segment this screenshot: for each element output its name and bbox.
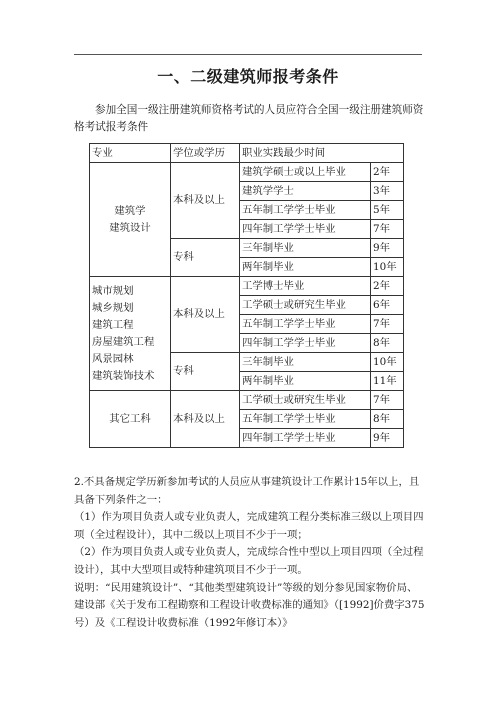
education-cell: 建筑学硕士或以上毕业: [240, 163, 371, 182]
years-cell: 6年: [371, 296, 404, 315]
intro-text: 参加全国一级注册建筑师资格考试的人员应符合全国一级注册建筑师资格考试报考条件: [74, 104, 424, 133]
years-cell: 10年: [371, 353, 404, 372]
years-cell: 8年: [371, 334, 404, 353]
table-row: [90, 391, 404, 410]
education-cell: 工学硕士或研究生毕业: [240, 296, 371, 315]
education-cell: 五年制工学学士毕业: [240, 315, 371, 334]
years-cell: 2年: [371, 277, 404, 296]
education-cell: 五年制工学学士毕业: [240, 410, 371, 429]
education-cell: 两年制毕业: [240, 372, 371, 391]
degree-cell: 专科: [171, 353, 240, 391]
requirements-table: [89, 143, 404, 448]
degree-cell: 本科及以上: [171, 163, 240, 239]
body-text: [74, 474, 426, 632]
years-cell: 8年: [371, 410, 404, 429]
paragraph-item-1: （1）作为项目负责人或专业负责人，完成建筑工程分类标准三级以上项目四项（全过程设计），其中二级以上项目不少于一项；: [74, 511, 424, 541]
years-cell: 2年: [371, 163, 404, 182]
education-cell: 三年制毕业: [240, 239, 371, 258]
paragraph-item-2: （2）作为项目负责人或专业负责人，完成综合性中型以上项目四项（全过程设计），其中大型项目或特种建筑项目不少于一项。: [74, 546, 424, 576]
education-cell: 三年制毕业: [240, 353, 371, 372]
degree-cell: 本科及以上: [171, 277, 240, 353]
years-cell: 9年: [371, 239, 404, 258]
education-cell: 工学硕士或研究生毕业: [240, 391, 371, 410]
paragraph-note: 说明：“民用建筑设计”、“其他类型建筑设计”等级的划分参见国家物价局、建设部《关于发布工程勘察和工程设计收费标准的通知》（[1992]价费字375号）及《工程设计收费标准（1992年修订本）》: [74, 581, 425, 629]
header-practice-time: 职业实践最少时间: [240, 144, 404, 163]
education-cell: 工学博士毕业: [240, 277, 371, 296]
intro-paragraph: [74, 102, 426, 136]
education-cell: 两年制毕业: [240, 258, 371, 277]
paragraph-condition: 2.不具备规定学历新参加考试的人员应从事建筑设计工作累计15年以上，且具备下列条件之一：: [74, 476, 420, 506]
years-cell: 7年: [371, 391, 404, 410]
education-cell: 五年制工学学士毕业: [240, 201, 371, 220]
education-cell: 四年制工学学士毕业: [240, 220, 371, 239]
years-cell: 11年: [371, 372, 404, 391]
major-cell: 城市规划 城乡规划 建筑工程 房屋建筑工程 风景园林 建筑装饰技术: [90, 277, 171, 391]
education-cell: 四年制工学学士毕业: [240, 334, 371, 353]
major-cell: 其它工科: [90, 391, 171, 448]
years-cell: 9年: [371, 429, 404, 448]
years-cell: 10年: [371, 258, 404, 277]
years-cell: 7年: [371, 220, 404, 239]
education-cell: 四年制工学学士毕业: [240, 429, 371, 448]
header-major: 专业: [90, 144, 171, 163]
degree-cell: 本科及以上: [171, 391, 240, 448]
header-degree: 学位或学历: [171, 144, 240, 163]
degree-cell: 专科: [171, 239, 240, 277]
table-header-row: [90, 144, 404, 163]
page-title: 一、二级建筑师报考条件: [157, 67, 339, 86]
years-cell: 5年: [371, 201, 404, 220]
table-row: [90, 163, 404, 182]
major-cell: 建筑学 建筑设计: [90, 163, 171, 277]
table-row: [90, 277, 404, 296]
years-cell: 3年: [371, 182, 404, 201]
years-cell: 7年: [371, 315, 404, 334]
education-cell: 建筑学学士: [240, 182, 371, 201]
header-rule: [74, 54, 422, 55]
